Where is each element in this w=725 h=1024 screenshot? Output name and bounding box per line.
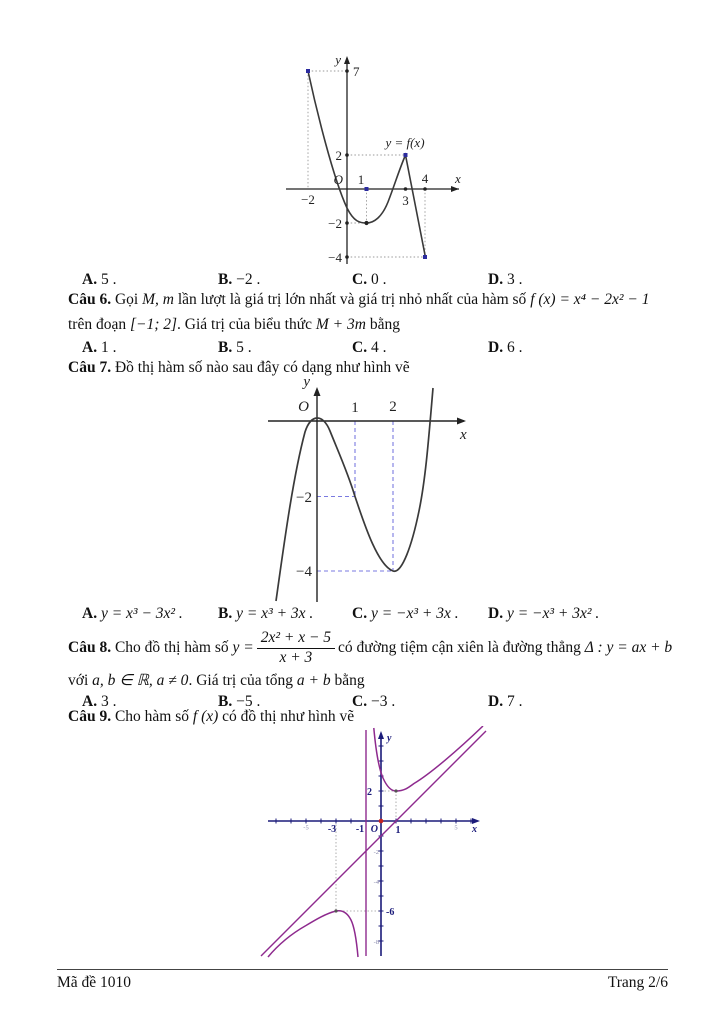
q8-text: với <box>68 672 93 689</box>
q8-text: Cho đồ thị hàm số <box>111 639 233 656</box>
option-value: 6 . <box>506 339 523 356</box>
q6-option-d <box>488 339 522 357</box>
q6-text: lần lượt là giá trị lớn nhất và giá trị nhỏ nhất của hàm số <box>173 291 531 308</box>
tick-2: 2 <box>335 148 342 163</box>
y-axis-label: y <box>335 52 341 67</box>
q8-text: bằng <box>330 672 365 689</box>
option-letter: C. <box>352 339 368 356</box>
option-letter: B. <box>218 605 233 622</box>
option-letter: C. <box>352 271 368 288</box>
q7-option-d <box>488 605 599 623</box>
option-letter: A. <box>82 605 98 622</box>
q5-option-c <box>352 271 386 289</box>
x-axis-label: x <box>472 824 477 835</box>
option-value: −5 . <box>236 693 261 710</box>
option-letter: B. <box>218 693 233 710</box>
q9-text: Cho hàm số <box>111 708 193 725</box>
tick-7: 7 <box>353 64 360 79</box>
min-point <box>394 789 397 792</box>
x-axis-arrow <box>451 186 459 192</box>
q6-interval: [−1; 2] <box>129 316 178 333</box>
option-letter: B. <box>218 339 233 356</box>
option-value: 4 . <box>370 339 387 356</box>
option-letter: D. <box>488 271 504 288</box>
q7-text: Đồ thị hàm số nào sau đây có dạng như hình vẽ <box>111 359 410 376</box>
y-axis-arrow <box>344 56 350 64</box>
x-axis-label: x <box>455 171 461 186</box>
option-value: 7 . <box>506 693 523 710</box>
q6-formula: f (x) = x⁴ − 2x² − 1 <box>530 291 650 308</box>
curve-f <box>308 71 426 258</box>
question-6-line1 <box>68 290 668 309</box>
fraction-numerator: 2x² + x − 5 <box>257 630 335 648</box>
option-letter: D. <box>488 339 504 356</box>
q6-text: bằng <box>365 316 400 333</box>
figure-question9-graph <box>258 726 500 958</box>
question-6-label: Câu 6. <box>68 291 112 308</box>
option-value: 5 . <box>100 271 117 288</box>
option-letter: D. <box>488 693 504 710</box>
question-6-line2 <box>68 315 668 334</box>
option-value: y = −x³ + 3x² . <box>506 605 600 622</box>
x-axis-label: x <box>460 427 467 443</box>
q6-option-c <box>352 339 386 357</box>
option-letter: D. <box>488 605 504 622</box>
question-9-label: Câu 9. <box>68 708 112 725</box>
fraction-denominator: x + 3 <box>279 648 313 666</box>
q9-text: có đồ thị như hình vẽ <box>218 708 355 725</box>
footer-page-number: Trang 2/6 <box>607 974 668 991</box>
x-axis-arrow <box>457 418 466 425</box>
option-value: −2 . <box>236 271 261 288</box>
tick-ym4: −4 <box>328 250 342 265</box>
faint-tick-x5: 5 <box>454 824 458 832</box>
y-axis-arrow <box>314 387 321 396</box>
q8-fraction <box>257 630 335 666</box>
tick-ym2: −2 <box>328 216 342 231</box>
question-8-line2 <box>68 671 668 690</box>
tick-xm2: −2 <box>301 192 315 207</box>
q8-delta-line: Δ : y = ax + b <box>584 639 673 656</box>
option-value: 3 . <box>506 271 523 288</box>
q5-options-row <box>0 271 725 289</box>
q7-option-a <box>82 605 183 623</box>
option-value: y = x³ + 3x . <box>236 605 314 622</box>
option-letter: A. <box>82 693 98 710</box>
option-value: y = x³ − 3x² . <box>100 605 183 622</box>
q6-text: . Giá trị của biểu thức <box>177 316 316 333</box>
y-axis-label: y <box>303 374 310 390</box>
q8-text: . Giá trị của tổng <box>188 672 297 689</box>
question-7-label: Câu 7. <box>68 359 112 376</box>
key-point-squares <box>306 69 427 259</box>
option-letter: A. <box>82 339 98 356</box>
figure-question7-graph <box>260 372 492 604</box>
q8-text: có đường tiệm cận xiên là đường thẳng <box>338 639 585 656</box>
y-axis-arrow <box>378 731 384 739</box>
q8-expression: a + b <box>296 672 331 689</box>
tick-ym2: −2 <box>296 490 312 506</box>
tick-x4: 4 <box>421 171 429 186</box>
origin-label: O <box>370 824 378 835</box>
tick-x3: 3 <box>402 193 409 208</box>
q6-text: Gọi <box>114 291 143 308</box>
question-8-line1 <box>68 622 672 674</box>
q5-option-a <box>82 271 116 289</box>
tick-x1: 1 <box>395 825 401 836</box>
q9-fx: f (x) <box>192 708 219 725</box>
tick-ym6: -6 <box>386 907 395 918</box>
tick-xm1: -1 <box>355 824 365 835</box>
q8-y-equals: y = <box>232 639 254 656</box>
q8-condition: a, b ∈ ℝ, a ≠ 0 <box>92 672 189 689</box>
option-letter: C. <box>352 605 368 622</box>
footer-exam-code: Mã đề 1010 <box>57 974 132 991</box>
q7-option-b <box>218 605 313 623</box>
option-value: −3 . <box>370 693 396 710</box>
y-axis-label: y <box>387 733 392 744</box>
tick-ym4: −4 <box>296 564 312 580</box>
origin-dot <box>379 819 384 824</box>
q6-option-b <box>218 339 252 357</box>
question-8-label: Câu 8. <box>68 639 112 656</box>
option-value: 3 . <box>100 693 117 710</box>
tick-dots <box>345 69 427 259</box>
option-value: 0 . <box>370 271 387 288</box>
q5-option-d <box>488 271 522 289</box>
faint-tick-ym2: -2 <box>373 849 379 856</box>
origin-label: O <box>298 399 309 415</box>
curve-equation-label: y = f(x) <box>385 135 425 150</box>
q7-options-row <box>0 605 725 623</box>
option-letter: B. <box>218 271 233 288</box>
tick-x2: 2 <box>389 399 397 415</box>
oblique-asymptote <box>261 731 486 956</box>
tick-x1: 1 <box>357 172 365 187</box>
q6-expression: M + 3m <box>315 316 366 333</box>
faint-tick-ym8: -8 <box>373 939 379 946</box>
option-value: 1 . <box>100 339 117 356</box>
figure-question5-graph <box>262 50 472 268</box>
q6-math-Mm: M, m <box>142 291 174 308</box>
origin-label: O <box>333 172 343 187</box>
option-letter: A. <box>82 271 98 288</box>
tick-xm3: -3 <box>327 824 337 835</box>
question-9-line <box>68 707 668 726</box>
q6-options-row <box>0 339 725 357</box>
q7-option-c <box>352 605 459 623</box>
option-value: 5 . <box>236 339 252 356</box>
max-point <box>334 909 337 912</box>
faint-tick-ym4: -4 <box>373 879 379 886</box>
q6-text: trên đoạn <box>68 316 130 333</box>
q6-option-a <box>82 339 116 357</box>
tick-x1: 1 <box>351 400 359 416</box>
tick-y2: 2 <box>367 787 372 798</box>
q5-option-b <box>218 271 260 289</box>
option-letter: C. <box>352 693 368 710</box>
footer-rule <box>57 969 668 970</box>
option-value: y = −x³ + 3x . <box>370 605 459 622</box>
faint-tick-xm5: -5 <box>303 824 309 832</box>
